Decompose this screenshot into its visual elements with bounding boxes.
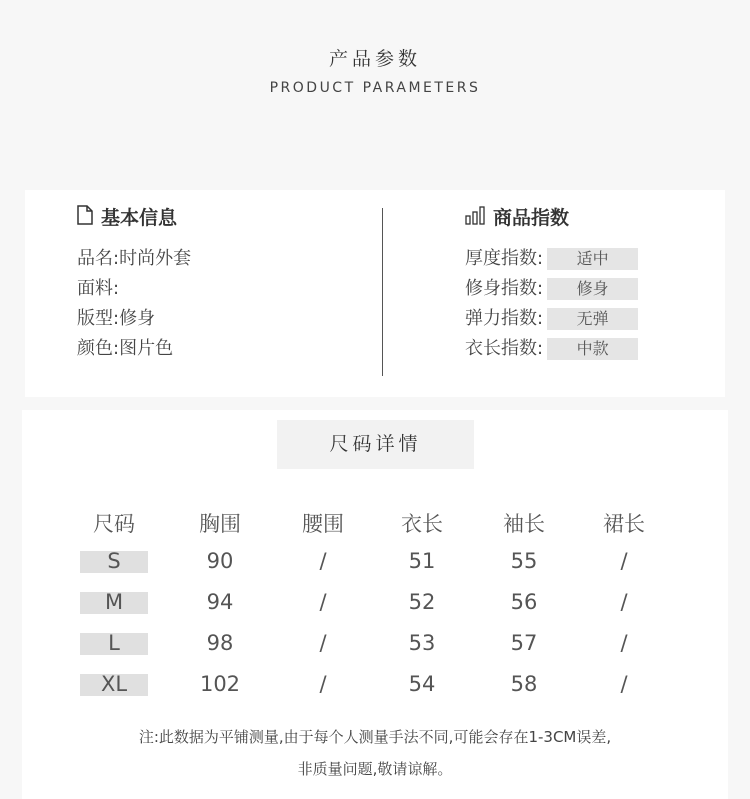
table-cell: / — [620, 549, 628, 573]
size-details-panel — [22, 410, 728, 799]
table-cell: 90 — [206, 549, 234, 573]
table-cell: 55 — [510, 549, 538, 573]
table-cell: 52 — [408, 590, 436, 614]
product-index-section — [465, 202, 715, 364]
table-header-waist: 腰围 — [302, 512, 344, 536]
table-cell: / — [319, 590, 327, 614]
index-value-badge: 中款 — [547, 338, 638, 360]
basic-info-heading — [77, 202, 377, 230]
page-title: 产品参数 — [328, 48, 421, 70]
table-cell: 98 — [206, 631, 234, 655]
index-row-thickness: 厚度指数: 适中 — [465, 244, 715, 274]
table-header-chest: 胸围 — [199, 512, 241, 536]
table-header-skirt: 裙长 — [603, 512, 645, 536]
index-row-length: 衣长指数: 中款 — [465, 334, 715, 364]
page-header — [0, 0, 750, 190]
table-header-size: 尺码 — [93, 512, 135, 536]
table-cell: / — [319, 549, 327, 573]
page-subtitle: PRODUCT PARAMETERS — [269, 80, 481, 96]
product-index-heading — [465, 202, 715, 230]
table-cell: / — [319, 631, 327, 655]
index-value-badge: 修身 — [547, 278, 638, 300]
product-index-title: 商品指数 — [493, 206, 570, 229]
table-cell: 51 — [408, 549, 436, 573]
table-header-sleeve: 袖长 — [503, 512, 545, 536]
table-cell-size: M — [104, 590, 124, 614]
table-cell-size: XL — [100, 672, 128, 696]
info-row-name: 品名:时尚外套 — [77, 248, 192, 269]
table-cell-size: S — [107, 549, 121, 573]
product-parameters-panel — [25, 190, 725, 397]
table-cell-size: L — [108, 631, 120, 655]
info-row-color: 颜色:图片色 — [77, 338, 174, 359]
table-cell: / — [319, 672, 327, 696]
index-row-fit: 修身指数: 修身 — [465, 274, 715, 304]
size-details-title: 尺码详情 — [277, 420, 474, 469]
table-cell: / — [620, 590, 628, 614]
info-row-fit: 版型:修身 — [77, 308, 156, 329]
basic-info-section — [77, 202, 377, 364]
bar-chart-icon — [465, 205, 487, 227]
table-cell: 54 — [408, 672, 436, 696]
info-row-fabric: 面料: — [77, 278, 120, 299]
table-cell: 56 — [510, 590, 538, 614]
basic-info-title: 基本信息 — [101, 206, 178, 229]
index-row-elasticity: 弹力指数: 无弹 — [465, 304, 715, 334]
measurement-note-continued: 非质量问题,敬请谅解。 — [297, 760, 453, 778]
table-cell: 102 — [199, 672, 241, 696]
table-cell: / — [620, 631, 628, 655]
document-icon — [77, 205, 95, 227]
table-cell: / — [620, 672, 628, 696]
table-header-length: 衣长 — [401, 512, 443, 536]
column-divider — [382, 208, 383, 376]
index-value-badge: 适中 — [547, 248, 638, 270]
table-cell: 58 — [510, 672, 538, 696]
table-cell: 53 — [408, 631, 436, 655]
index-value-badge: 无弹 — [547, 308, 638, 330]
table-cell: 94 — [206, 590, 234, 614]
table-cell: 57 — [510, 631, 538, 655]
measurement-note: 注:此数据为平铺测量,由于每个人测量手法不同,可能会存在1-3CM误差, — [138, 728, 612, 746]
